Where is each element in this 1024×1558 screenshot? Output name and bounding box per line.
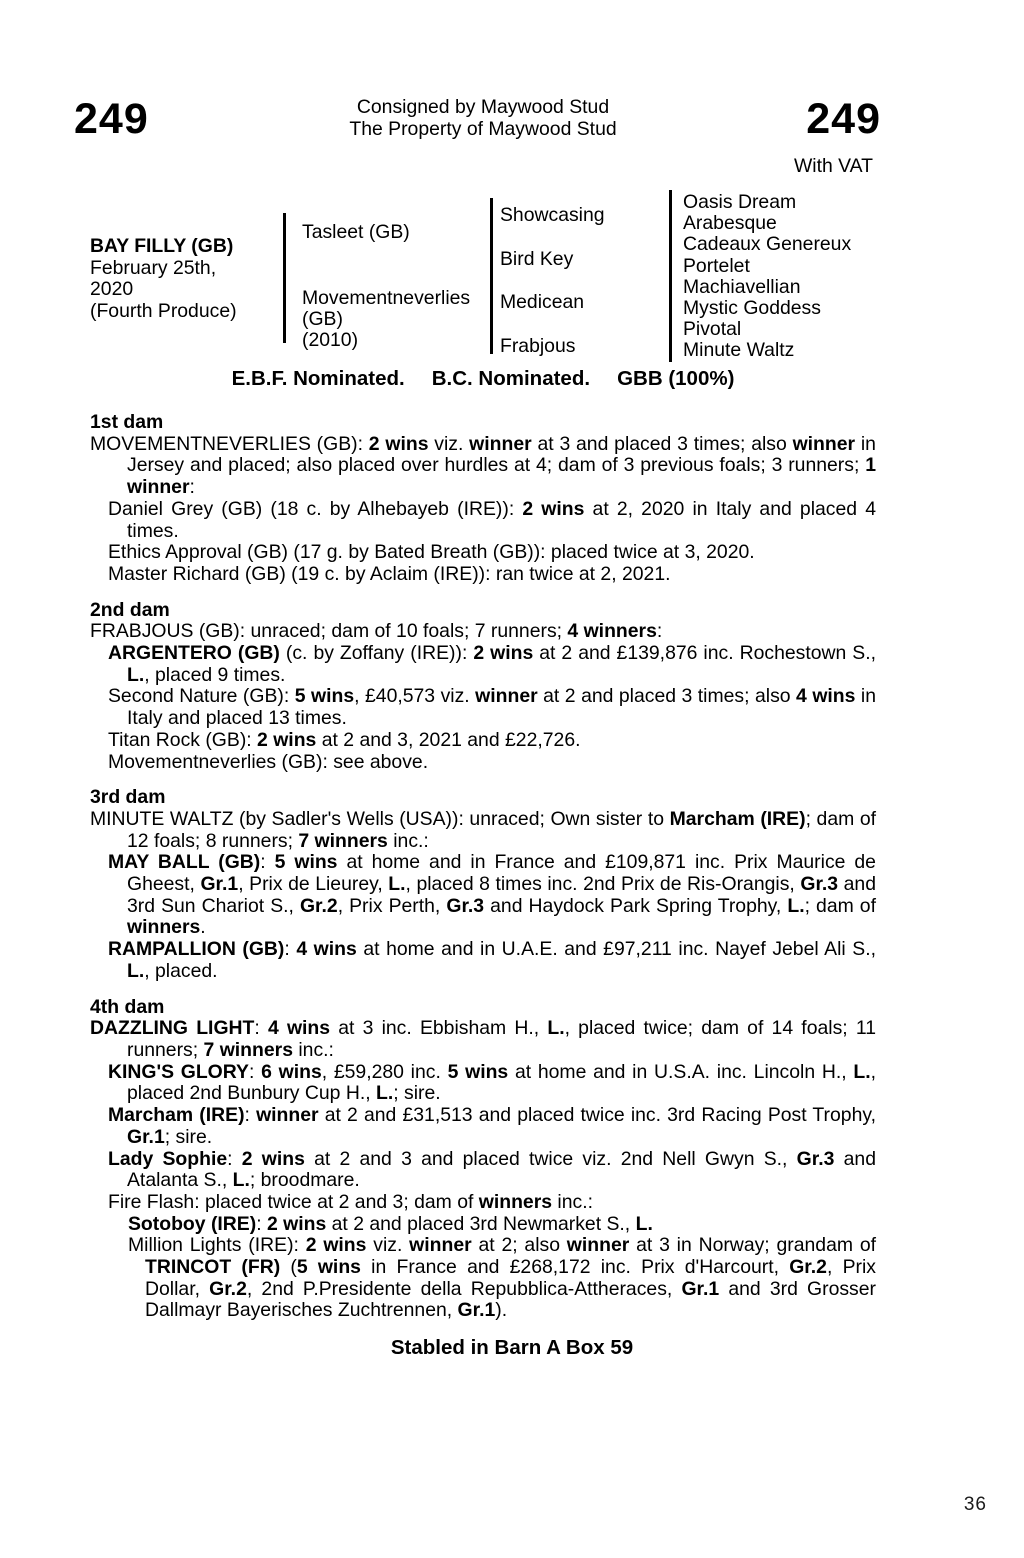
grandparent-name: Bird Key [500, 248, 574, 270]
produce-entry: Titan Rock (GB): 2 wins at 2 and 3, 2021 and £22,726. [108, 728, 581, 751]
great-grandparent-name: Mystic Goddess [683, 297, 821, 320]
great-grandparent-name: Cadeaux Genereux [683, 233, 852, 256]
dam-section [90, 997, 876, 1323]
produce-entry: Marcham (IRE): winner at 2 and £31,513 and placed twice inc. 3rd Racing Post Trophy, Gr.1; sire. [108, 1104, 877, 1148]
consignor-block [90, 97, 876, 140]
dam-name-line2: (GB) [302, 308, 343, 331]
pedigree-divider-3 [669, 190, 672, 362]
produce-entry: Ethics Approval (GB) (17 g. by Bated Breath (GB)): placed twice at 3, 2020. [108, 541, 755, 564]
great-grandparent-name: Oasis Dream [683, 191, 797, 213]
produce-entry: Master Richard (GB) (19 c. by Aclaim (IRE)): ran twice at 2, 2021. [108, 562, 671, 585]
dam-description: MINUTE WALTZ (by Sadler's Wells (USA)): unraced; Own sister to Marcham (IRE); dam of 12 foals; 8 runners; 7 winners inc.: [90, 807, 877, 852]
dam-section-heading: 4th dam [90, 995, 165, 1018]
great-grandparent-name: Machiavellian [683, 275, 801, 298]
nomination-item: B.C. Nominated. [431, 367, 591, 390]
dam-description: MOVEMENTNEVERLIES (GB): 2 wins viz. winner at 3 and placed 3 times; also winner in Jersey and placed; also placed over hurdles at 4; dam of 3 previous foals; 3 runners; 1 winner: [90, 432, 876, 499]
produce-entry: Sotoboy (IRE): 2 wins at 2 and placed 3rd Newmarket S., L. [128, 1212, 653, 1235]
produce-entry: Second Nature (GB): 5 wins, £40,573 viz. winner at 2 and placed 3 times; also 4 wins in Italy and placed 13 times. [108, 685, 876, 730]
great-grandparent-name: Pivotal [683, 318, 742, 341]
nomination-item: E.B.F. Nominated. [231, 367, 405, 390]
property-line: The Property of Maywood Stud [349, 117, 617, 140]
dam-section [90, 412, 876, 586]
lot-number-right: 249 [806, 95, 881, 143]
produce-entry: ARGENTERO (GB) (c. by Zoffany (IRE)): 2 wins at 2 and £139,876 inc. Rochestown S., L., placed 9 times. [108, 642, 877, 686]
produce-entry: Fire Flash: placed twice at 2 and 3; dam of winners inc.: [108, 1190, 593, 1213]
pedigree-table [90, 185, 900, 377]
pedigree-divider-1 [283, 213, 286, 343]
dam-name-line1: Movementneverlies [302, 287, 471, 309]
consignor-line: Consigned by Maywood Stud [356, 96, 610, 118]
produce-entry: KING'S GLORY: 6 wins, £59,280 inc. 5 wins at home and in U.S.A. inc. Lincoln H., L., placed 2nd Bunbury Cup H., L.; sire. [108, 1060, 876, 1105]
pedigree-details [90, 412, 876, 1322]
subject-horse [90, 236, 237, 322]
dam-description: DAZZLING LIGHT: 4 wins at 3 inc. Ebbisham H., L., placed twice; dam of 14 foals; 11 runners; 7 winners inc.: [90, 1017, 876, 1061]
dam-name [302, 288, 470, 352]
subject-foaled-date: February 25th, [90, 256, 217, 279]
sire-name: Tasleet (GB) [302, 221, 410, 243]
subject-name: BAY FILLY (GB) [90, 235, 234, 257]
vat-note: With VAT [793, 155, 873, 177]
dam-section-heading: 1st dam [90, 411, 164, 433]
great-grandparent-name: Arabesque [683, 212, 777, 235]
dam-section [90, 787, 876, 982]
dam-section-heading: 3rd dam [90, 786, 166, 809]
dam-description: FRABJOUS (GB): unraced; dam of 10 foals; 7 runners; 4 winners: [90, 620, 663, 643]
subject-produce-note: (Fourth Produce) [90, 299, 237, 322]
page-number: 36 [963, 1494, 987, 1515]
stabled-note: Stabled in Barn A Box 59 [390, 1336, 634, 1359]
great-grandparent-name: Minute Waltz [683, 339, 795, 362]
lot-number-left: 249 [74, 95, 149, 143]
dam-year: (2010) [302, 329, 359, 352]
produce-entry: Million Lights (IRE): 2 wins viz. winner at 2; also winner at 3 in Norway; grandam of TRINCOT (FR) (5 wins in France and £268,172 inc. Prix d'Harcourt, Gr.2, Prix Dollar, Gr.2, 2nd P.Presidente della Repubblica-Attheraces, Gr.1 and 3rd Grosser Dallmayr Bayerisches Zuchtrennen, Gr.1). [128, 1234, 876, 1322]
produce-entry: Movementneverlies (GB): see above. [108, 750, 429, 773]
dam-section-heading: 2nd dam [90, 598, 170, 621]
nominations-line [90, 367, 876, 391]
grandparent-name: Medicean [500, 291, 585, 313]
produce-entry: RAMPALLION (GB): 4 wins at home and in U.A.E. and £97,211 inc. Nayef Jebel Ali S., L., placed. [108, 938, 876, 982]
produce-entry: MAY BALL (GB): 5 wins at home and in France and £109,871 inc. Prix Maurice de Gheest, Gr.1, Prix de Lieurey, L., placed 8 times inc. 2nd Prix de Ris-Orangis, Gr.3 and 3rd Sun Chariot S., Gr.2, Prix Perth, Gr.3 and Haydock Park Spring Trophy, L.; dam of winners. [108, 851, 876, 939]
grandparent-name: Frabjous [500, 335, 576, 357]
subject-foaled-year: 2020 [90, 278, 134, 301]
dam-section [90, 600, 876, 774]
produce-entry: Lady Sophie: 2 wins at 2 and 3 and placed twice viz. 2nd Nell Gwyn S., Gr.3 and Atalanta S., L.; broodmare. [108, 1147, 876, 1192]
great-grandparent-name: Portelet [683, 254, 750, 277]
great-grandparents-list [683, 192, 851, 362]
produce-entry: Daniel Grey (GB) (18 c. by Alhebayeb (IRE)): 2 wins at 2, 2020 in Italy and placed 4 times. [108, 497, 876, 542]
nomination-item: GBB (100%) [617, 367, 735, 390]
grandparent-name: Showcasing [500, 204, 605, 226]
pedigree-divider-2 [490, 198, 493, 354]
